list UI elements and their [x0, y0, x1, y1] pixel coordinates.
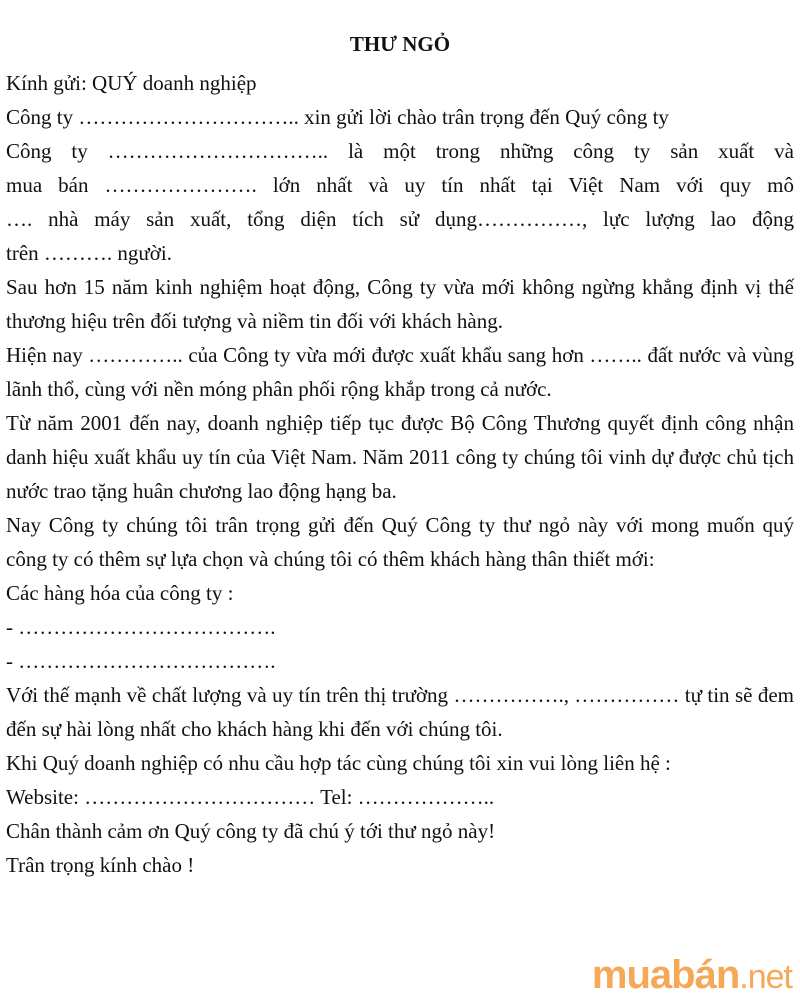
- paragraph-company-line-2: mua bán …………………. lớn nhất và uy tín nhất tại Việt Nam với quy mô: [6, 173, 794, 197]
- closing-line: Trân trọng kính chào !: [6, 853, 195, 877]
- goods-heading: Các hàng hóa của công ty :: [6, 581, 234, 605]
- watermark-name: muabán: [591, 953, 740, 997]
- goods-item: - ……………………………….: [6, 649, 276, 673]
- paragraph-export: Hiện nay ………….. của Công ty vừa mới được xuất khẩu sang hơn …….. đất nước và vùng lãnh thổ, cùng với nền móng phân phối rộng khắp trong cả nước.: [6, 343, 794, 401]
- letter-title: THƯ NGỎ: [349, 32, 451, 56]
- watermark-tld: .net: [739, 958, 792, 996]
- thanks-line: Chân thành cảm ơn Quý công ty đã chú ý tới thư ngỏ này!: [6, 819, 496, 843]
- contact-intro: Khi Quý doanh nghiệp có nhu cầu hợp tác cùng chúng tôi xin vui lòng liên hệ :: [6, 751, 671, 775]
- paragraph-strength: Với thế mạnh về chất lượng và uy tín trên thị trường ……………., …………… tự tin sẽ đem đến sự hài lòng nhất cho khách hàng khi đến với chúng tôi.: [6, 683, 794, 741]
- contact-line: Website: …………………………… Tel: ………………..: [6, 785, 495, 809]
- letter-document: [6, 28, 794, 882]
- greeting-line: Kính gửi: QUÝ doanh nghiệp: [6, 71, 257, 95]
- goods-item: - ……………………………….: [6, 615, 276, 639]
- paragraph-award: Từ năm 2001 đến nay, doanh nghiệp tiếp tục được Bộ Công Thương quyết định công nhận danh hiệu xuất khẩu uy tín của Việt Nam. Năm 2011 công ty chúng tôi vinh dự được chủ tịch nước trao tặng huân chương lao động hạng ba.: [6, 411, 794, 503]
- paragraph-company-line-3: …. nhà máy sản xuất, tổng diện tích sử dụng……………, lực lượng lao động: [6, 207, 794, 231]
- intro-line: Công ty ………………………….. xin gửi lời chào trân trọng đến Quý công ty: [6, 105, 669, 129]
- paragraph-company-line-4: trên ………. người.: [6, 241, 172, 265]
- paragraph-experience: Sau hơn 15 năm kinh nghiệm hoạt động, Công ty vừa mới không ngừng khẳng định vị thế thương hiệu trên đối tượng và niềm tin đối với khách hàng.: [6, 275, 794, 333]
- paragraph-company-line-1: Công ty ………………………….. là một trong những công ty sản xuất và: [6, 139, 794, 163]
- paragraph-invitation: Nay Công ty chúng tôi trân trọng gửi đến Quý Công ty thư ngỏ này với mong muốn quý công ty có thêm sự lựa chọn và chúng tôi có thêm khách hàng thân thiết mới:: [6, 513, 794, 571]
- muaban-watermark-logo: [592, 952, 792, 1000]
